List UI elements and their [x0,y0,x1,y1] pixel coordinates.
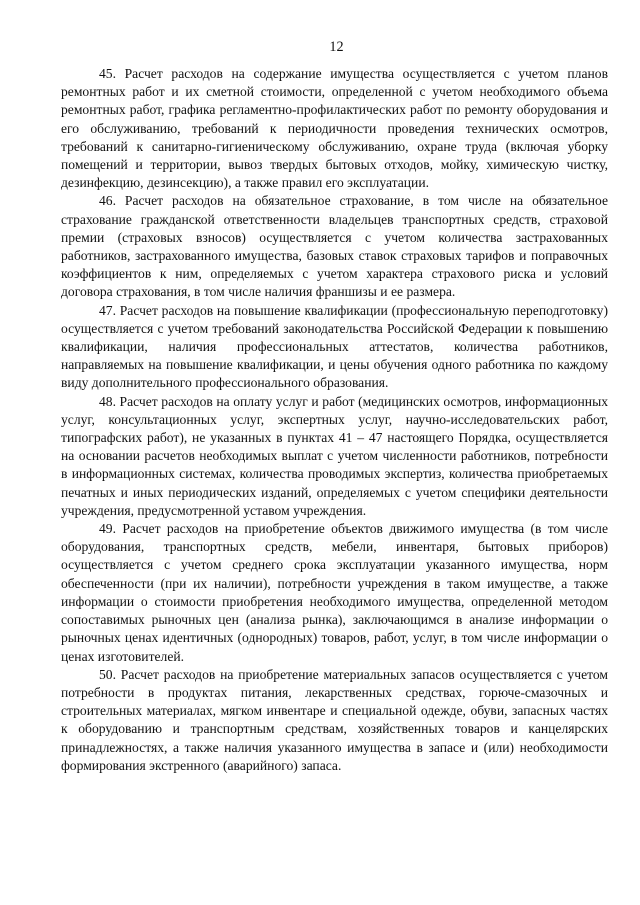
paragraph-48: 48. Расчет расходов на оплату услуг и работ (медицинских осмотров, информационных услуг, консультационных услуг, экспертных услуг, научно-исследовательских работ, типографских работ), не указанных в пунктах 41 – 47 настоящего Порядка, осуществляется на основании расчетов необходимых выплат с учетом численности работников, потребности в информационных системах, количества проводимых экспертиз, количества приобретаемых печатных и иных периодических изданий, определяемых с учетом специфики деятельности учреждения, предусмотренной уставом учреждения. [61,393,608,518]
paragraph-50: 50. Расчет расходов на приобретение материальных запасов осуществляется с учетом потребности в продуктах питания, лекарственных средствах, горюче-смазочных и строительных материалах, мягком инвентаре и специальной одежде, обуви, запасных частях к оборудованию и транспортным средствам, хозяйственных товаров и канцелярских принадлежностях, а также наличия указанного имущества в запасе и (или) необходимости формирования экстренного (аварийного) запаса. [61,666,608,773]
page-number: 12 [329,39,344,55]
paragraph-49: 49. Расчет расходов на приобретение объектов движимого имущества (в том числе оборудования, транспортных средств, мебели, инвентаря, бытовых приборов) осуществляется с учетом среднего срока эксплуатации указанного имущества, норм обеспеченности (при их наличии), потребности учреждения в таком имуществе, а также информации о стоимости приобретения необходимого имущества, определенной методом сопоставимых рыночных цен (анализа рынка), заключающимся в анализе информации о рыночных ценах идентичных (однородных) товаров, работ, услуг, в том числе информации о ценах изготовителей. [61,521,608,664]
paragraph-45: 45. Расчет расходов на содержание имущества осуществляется с учетом планов ремонтных работ и их сметной стоимости, определенной с учетом необходимого объема ремонтных работ, графика регламентно-профилактических работ по ремонту оборудования и его обслуживанию, требований к периодичности проведения технических осмотров, требований к санитарно-гигиеническому обслуживанию, охране труда (включая уборку помещений и территории, вывоз твердых бытовых отходов, мойку, химическую чистку, дезинфекцию, дезинсекцию), а также правил его эксплуатации. [61,66,608,191]
paragraph-47: 47. Расчет расходов на повышение квалификации (профессиональную переподготовку) осуществляется с учетом требований законодательства Российской Федерации к повышению квалификации, наличия профессиональных аттестатов, количества работников, направляемых на повышение квалификации, и цены обучения одного работника по каждому виду дополнительного профессионального образования. [61,302,608,391]
paragraph-46: 46. Расчет расходов на обязательное страхование, в том числе на обязательное страхование гражданской ответственности владельцев транспортных средств, страховой премии (страховых взносов) осуществляется с учетом количества застрахованных работников, застрахованного имущества, базовых ставок страховых тарифов и поправочных коэффициентов к ним, определяемых с учетом характера страхового риска и условий договора страхования, в том числе наличия франшизы и ее размера. [61,193,608,300]
